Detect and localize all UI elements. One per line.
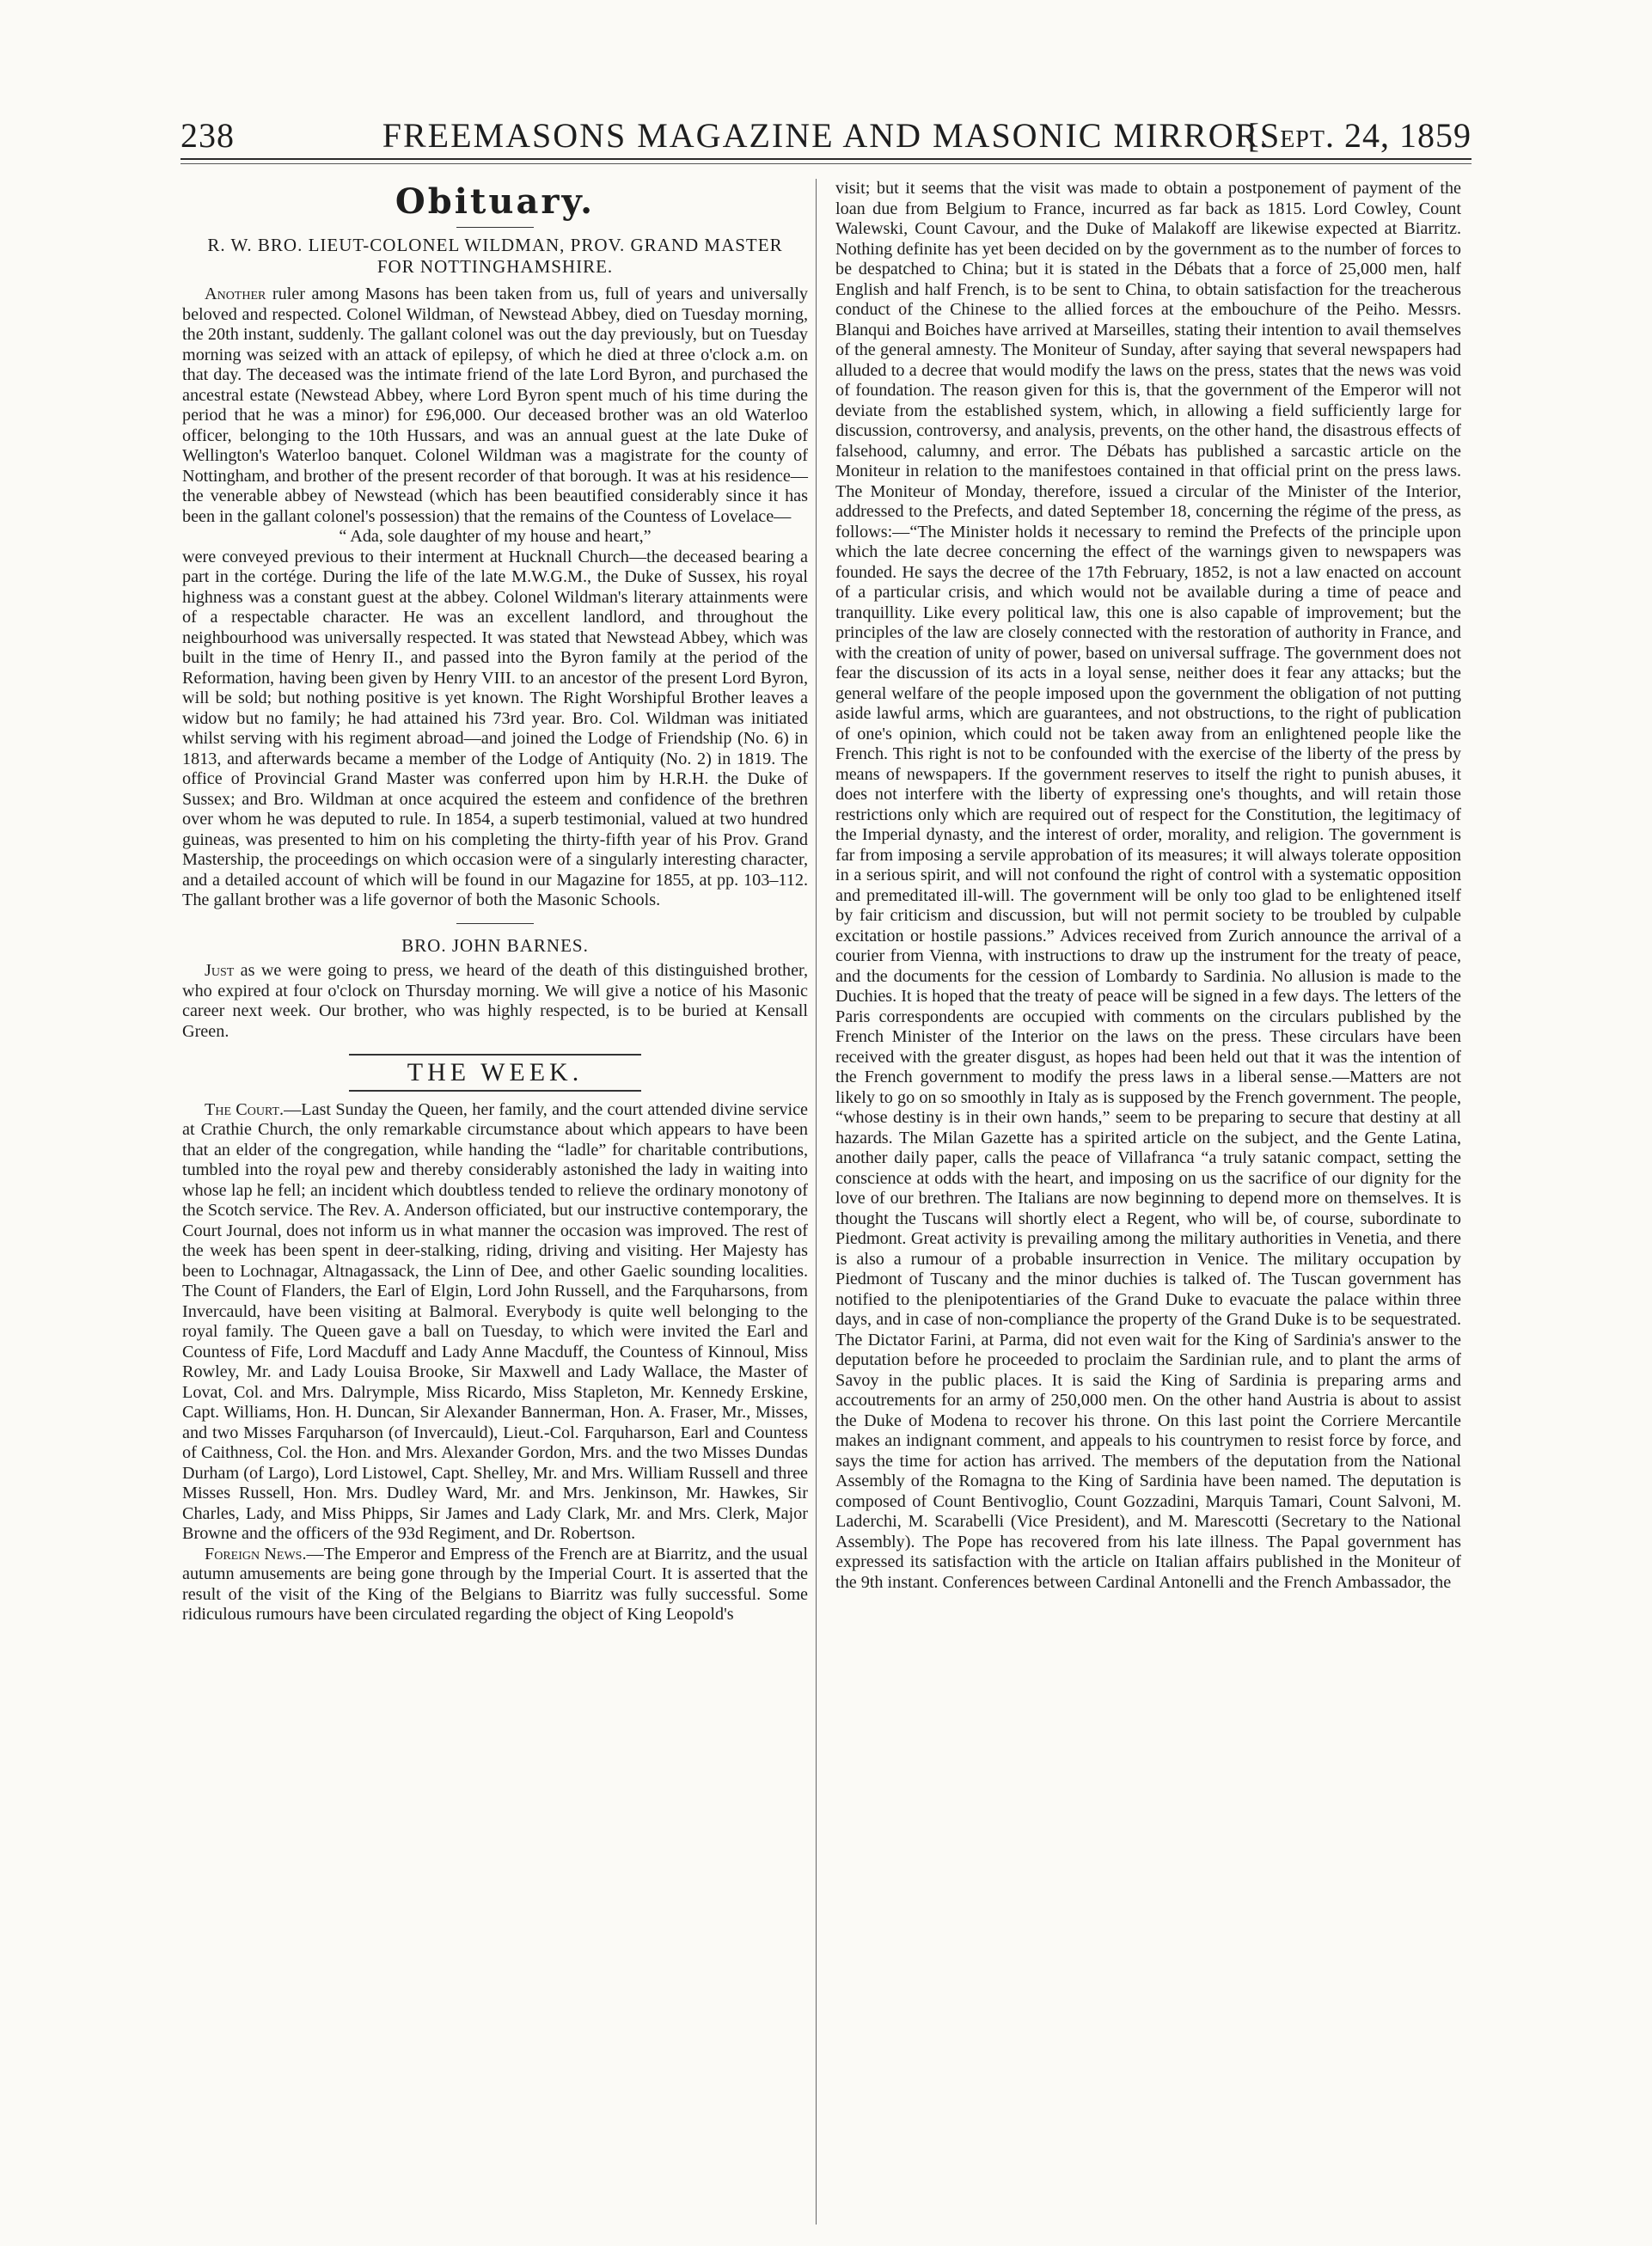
lead-word: Another <box>205 285 266 303</box>
obituary-paragraph <box>182 961 808 1042</box>
paragraph-text: —The Emperor and Empress of the French are at Biarritz, and the usual autumn amusements are being gone through by the Imperial Court. It is asserted that the result of the visit of the King of the Belgians to Biarritz was fully successful. Some ridiculous rumours have been circulated regarding the object of King Leopold's <box>182 1544 808 1624</box>
divider <box>456 923 534 924</box>
foreign-news-paragraph <box>182 1545 808 1625</box>
column-divider <box>816 179 817 2225</box>
right-column <box>835 179 1461 1593</box>
obituary-paragraph <box>182 285 808 527</box>
paragraph-text: ruler among Masons has been taken from us, full of years and universally beloved and respected. Colonel Wildman, of Newstead Abbey, died on Tuesday morning, the 20th instant, suddenly. The gallant colonel was out the day previously, but on Tuesday morning was seized with an attack of epilepsy, of which he died at three o'clock a.m. on that day. The deceased was the intimate friend of the late Lord Byron, and purchased the ancestral estate (Newstead Abbey, where Lord Byron spent much of his time during the period that he was a minor) for £96,000. Our deceased brother was an old Waterloo officer, belonging to the 10th Hussars, and was an annual guest at the late Duke of Wellington's Waterloo banquet. Colonel Wildman was a magistrate for the county of Nottingham, and brother of the present recorder of that borough. It was at his residence—the venerable abbey of Newstead (which has been beautified considerably since it has been in the gallant colonel's possession) that the remains of the Countess of Lovelace— <box>182 285 808 526</box>
lead-word: Just <box>205 961 235 980</box>
section-title-obituary: Obituary. <box>395 181 596 222</box>
page-header <box>180 110 1472 160</box>
foreign-news-continued: visit; but it seems that the visit was made to obtain a postponement of payment of the loan due from Belgium to France, incurred as far back as 1815. Lord Cowley, Count Walewski, Count Cavour, and the Duke of Malakoff are likewise expected at Biarritz. Nothing definite has yet been decided on by the government as to the number of forces to be despatched to China; but it is stated in the Débats that a force of 25,000 men, half English and half French, is to be sent to China, to obtain satisfaction for the treacherous conduct of the Chinese to the allied forces at the embouchure of the Peiho. Messrs. Blanqui and Boiches have arrived at Marseilles, stating their intention to avail themselves of the general amnesty. The Moniteur of Sunday, after saying that several newspapers had alluded to a decree that would modify the laws on the press, states that the news was void of foundation. The reason given for this is, that the government of the Emperor will not deviate from the established system, which, in allowing a field sufficiently large for discussion, controversy, and analysis, prevents, on the other hand, the disastrous effects of falsehood, calumny, and error. The Débats has published a sarcastic article on the Moniteur in relation to the manifestoes contained in that official print on the press laws. The Moniteur of Monday, therefore, issued a circular of the Minister of the Interior, addressed to the Prefects, and dated September 18, concerning the régime of the press, as follows:—“The Minister holds it necessary to remind the Prefects of the principle upon which the late decree concerning the effect of the warnings given to newspapers was founded. He says the decree of the 17th February, 1852, is not a law enacted on account of a particular crisis, and which would not be available during a time of peace and tranquillity. Like every political law, this one is also capable of improvement; but the principles of the law are closely connected with the restoration of authority in France, and with the creation of unity of power, based on universal suffrage. The government does not fear the discussion of its acts in a loyal sense, neither does it fear any attacks; but the general welfare of the people imposed upon the government the obligation of not putting aside lawful arms, which are guarantees, and not obstructions, to the right of publication of one's opinion, which could not be taken away from an enlightened people like the French. This right is not to be confounded with the exercise of the liberty of the press by means of newspapers. If the government reserves to itself the right to punish abuses, it does not interfere with the liberty of expressing one's thoughts, and will retain those restrictions only which are required out of respect for the Constitution, the legitimacy of the Imperial dynasty, and the interest of order, morality, and religion. The government is far from imposing a servile approbation of its measures; it will always tolerate opposition in a serious spirit, and will not confound the right of control with a systematic opposition and premeditated ill-will. The government will be only too glad to be enlightened itself by fair criticism and discussion, but will not permit society to be troubled by culpable excitation or hostile passions.” Advices received from Zurich announce the arrival of a courier from Vienna, with instructions to draw up the instrument for the treaty of peace, and the documents for the cession of Lombardy to Sardinia. No allusion is made to the Duchies. It is hoped that the treaty of peace will be signed in a few days. The letters of the Paris correspondents are occupied with comments on the circulars published by the French Minister of the Interior on the laws on the press. These circulars have been received with the greater disgust, as hopes had been held out that it was the intention of the French government to modify the press laws in a liberal sense.—Matters are not likely to go on so smoothly in Italy as is supposed by the French government. The people, “whose destiny is in their own hands,” seem to be preparing to secure that destiny at all hazards. The Milan Gazette has a spirited article on the subject, and the Gente Latina, another daily paper, calls the peace of Villafranca “a truly satanic compact, setting the conscience at odds with the heart, and imposing on us the sacrifice of our dignity for the love of our brethren. The Italians are now beginning to depend more on themselves. It is thought the Tuscans will shortly elect a Regent, who will be, of course, subordinate to Piedmont. Great activity is prevailing among the military authorities in Venetia, and there is also a rumour of a probable insurrection in Venice. The military occupation by Piedmont of Tuscany and the minor duchies is talked of. The Tuscan government has notified to the plenipotentiaries of the Grand Duke to evacuate the palace within three days, and in case of non-compliance the property of the Grand Duke is to be sequestrated. The Dictator Farini, at Parma, did not even wait for the King of Sardinia's answer to the deputation before he proceeded to proclaim the Sardinian rule, and to plant the arms of Savoy in the public places. It is said the King of Sardinia is preparing arms and accoutrements for an army of 250,000 men. On the other hand Austria is about to assist the Duke of Modena to recover his throne. On this last point the Corriere Mercantile makes an indignant comment, and appeals to his countrymen to resist force by force, and says the time for action has arrived. The members of the deputation from the National Assembly of the Romagna to the King of Sardinia have been named. The deputation is composed of Count Bentivoglio, Count Gozzadini, Marquis Tamari, Count Salvoni, M. Laderchi, M. Scarabelli (Vice President), and M. Marescotti (Secretary to the National Assembly). The Pope has recovered from his late illness. The Papal government has expressed its satisfaction with the article on Italian affairs published in the Moniteur of the 9th instant. Conferences between Cardinal Antonelli and the French Ambassador, the <box>835 179 1461 1592</box>
left-column <box>182 179 808 1625</box>
run-in-heading: The Court. <box>205 1099 285 1119</box>
header-rule <box>180 163 1472 164</box>
section-title-the-week: THE WEEK. <box>349 1054 641 1092</box>
run-in-heading: Foreign News. <box>205 1544 307 1564</box>
page-number: 238 <box>180 116 235 155</box>
court-paragraph <box>182 1100 808 1545</box>
divider <box>456 227 534 228</box>
publication-title: FREEMASONS MAGAZINE AND MASONIC MIRROR. <box>382 116 1270 155</box>
obituary-heading-wildman: R. W. BRO. LIEUT-COLONEL WILDMAN, PROV. GRAND MASTER FOR NOTTINGHAMSHIRE. <box>207 235 783 277</box>
issue-date: [Sept. 24, 1859 <box>1247 116 1472 155</box>
paragraph-text: as we were going to press, we heard of the death of this distinguished brother, who expired at four o'clock on Thursday morning. We will give a notice of his Masonic career next week. Our brother, who was highly respected, is to be buried at Kensall Green. <box>182 961 808 1041</box>
obituary-heading-barnes: BRO. JOHN BARNES. <box>401 934 589 956</box>
quotation: “ Ada, sole daughter of my house and heart,” <box>339 527 652 546</box>
obituary-paragraph-continued: were conveyed previous to their interment at Hucknall Church—the deceased bearing a part in the cortége. During the life of the late M.W.G.M., the Duke of Sussex, his royal highness was a constant guest at the abbey. Colonel Wildman's literary attainments were of a respectable character. He was an excellent landlord, and throughout the neighbourhood was universally respected. It was stated that Newstead Abbey, which was built in the time of Henry II., and passed into the Byron family at the period of the Reformation, having been given by Henry VIII. to an ancestor of the present Lord Byron, will be sold; but nothing positive is yet known. The Right Worshipful Brother leaves a widow but no family; he had attained his 73rd year. Bro. Col. Wildman was initiated whilst serving with his regiment abroad—and joined the Lodge of Friendship (No. 6) in 1813, and afterwards became a member of the Lodge of Antiquity (No. 2) in 1819. The office of Provincial Grand Master was conferred upon him by H.R.H. the Duke of Sussex; and Bro. Wildman at once acquired the esteem and confidence of the brethren over whom he was deputed to rule. In 1854, a superb testimonial, valued at two hundred guineas, was presented to him on his completing the thirty-fifth year of his Prov. Grand Mastership, the proceedings on which occasion were of a singularly interesting character, and a detailed account of which will be found in our Magazine for 1855, at pp. 103–112. The gallant brother was a life governor of both the Masonic Schools. <box>182 547 808 909</box>
paragraph-text: —Last Sunday the Queen, her family, and the court attended divine service at Crathie Church, the only remarkable circumstance about which appears to have been that an elder of the congregation, while handing the “ladle” for charitable contributions, tumbled into the royal pew and thereby considerably astonished the lady in waiting into whose lap he fell; an incident which doubtless tended to relieve the ordinary monotony of the Scotch service. The Rev. A. Anderson officiated, but our instructive contemporary, the Court Journal, does not inform us in what manner the occasion was improved. The rest of the week has been spent in deer-stalking, riding, driving and visiting. Her Majesty has been to Lochnagar, Altnagassack, the Linn of Dee, and other Gaelic sounding localities. The Count of Flanders, the Earl of Elgin, Lord John Russell, and the Farquharsons, from Invercauld, have been visiting at Balmoral. Everybody is quite well belonging to the royal family. The Queen gave a ball on Tuesday, to which were invited the Earl and Countess of Fife, Lord Macduff and Lady Anne Macduff, the Countess of Kinnoul, Miss Rowley, Mr. and Lady Louisa Brooke, Sir Maxwell and Lady Wallace, the Master of Lovat, Col. and Mrs. Dalrymple, Miss Ricardo, Miss Stapleton, Mr. Kennedy Erskine, Capt. Williams, Hon. H. Duncan, Sir Alexander Bannerman, Hon. A. Fraser, Mr., Misses, and two Misses Farquharson (of Invercauld), Lieut.-Col. Farquharson, Earl and Countess of Caithness, Col. the Hon. and Mrs. Alexander Gordon, Mrs. and the two Misses Dundas Durham (of Largo), Lord Listowel, Capt. Shelley, Mr. and Mrs. William Russell and three Misses Russell, Hon. Mrs. Dudley Ward, Mr. and Mrs. Jenkinson, Mr. Hawkes, Sir Charles, Lady, and Miss Phipps, Sir James and Lady Clark, Mr. and Mrs. Clerk, Major Browne and the officers of the 93d Regiment, and Dr. Robertson. <box>182 1099 808 1543</box>
